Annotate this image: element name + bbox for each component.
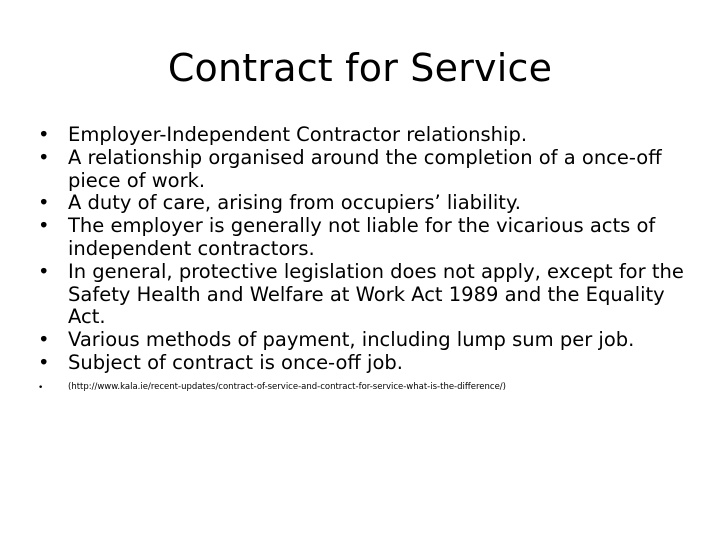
bullet-glyph: • [38, 214, 50, 238]
bullet-text: A duty of care, arising from occupiers’ liability. [68, 191, 521, 215]
bullet-item [0, 192, 720, 215]
bullet-text: In general, protective legislation does not apply, except for the Safety Health and Welfare at Work Act 1989 and the Equality Act. [68, 259, 684, 329]
bullet-text: Subject of contract is once-off job. [68, 350, 403, 374]
bullet-glyph: • [38, 350, 50, 374]
bullet-glyph: • [38, 382, 44, 393]
bullet-item [0, 352, 720, 375]
bullet-item [0, 147, 720, 193]
source-citation [0, 381, 720, 393]
bullet-text: The employer is generally not liable for the vicarious acts of independent contractors. [68, 214, 656, 260]
slide-title: Contract for Service [167, 46, 553, 90]
bullet-item [0, 261, 720, 329]
bullet-glyph: • [38, 123, 50, 146]
bullet-glyph: • [38, 191, 50, 215]
bullet-item [0, 329, 720, 352]
bullet-item [0, 124, 720, 147]
bullet-text: Employer-Independent Contractor relationship. [68, 123, 528, 146]
source-url-text: (http://www.kala.ie/recent-updates/contract-of-service-and-contract-for-service-what-is-the-difference/) [68, 381, 506, 392]
bullet-text: Various methods of payment, including lump sum per job. [68, 328, 635, 352]
bullet-item [0, 215, 720, 261]
bullet-glyph: • [38, 259, 50, 283]
bullet-glyph: • [38, 145, 50, 169]
bullet-glyph: • [38, 328, 50, 352]
bullet-list [0, 124, 720, 393]
bullet-text: A relationship organised around the completion of a once-off piece of work. [68, 145, 662, 192]
